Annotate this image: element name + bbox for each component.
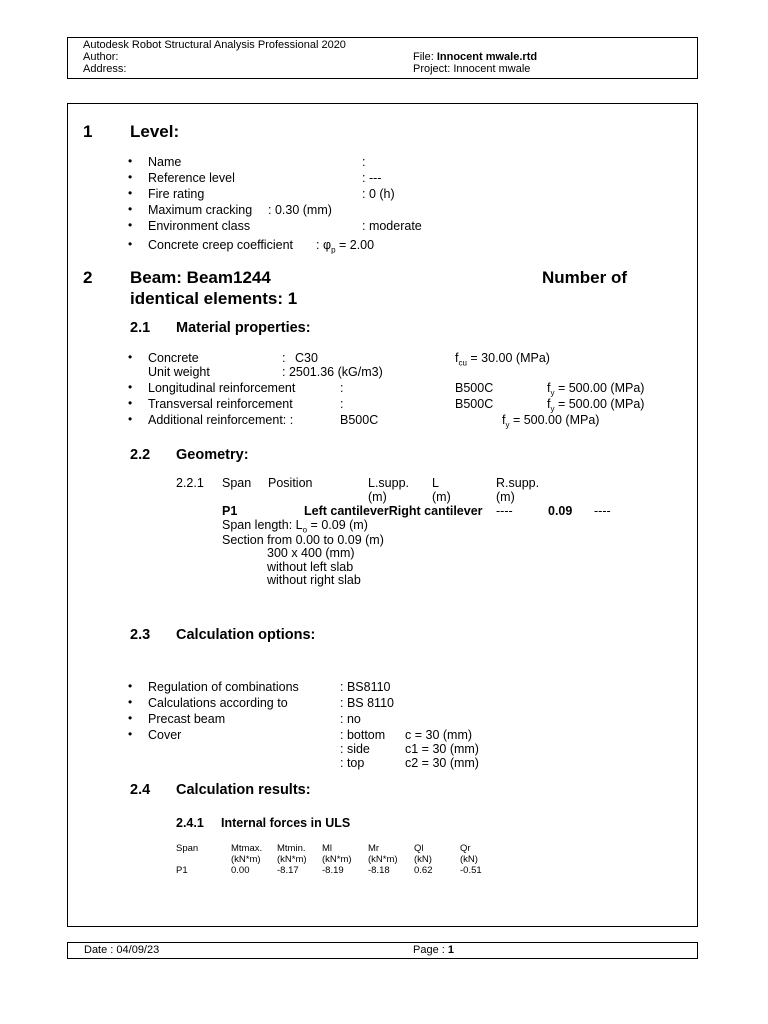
cover-side-value: c1 = 30 (mm) [405, 742, 479, 756]
trans-reinf-grade: B500C [455, 397, 494, 411]
forces-cell: -8.19 [322, 865, 344, 876]
section-2-number: 2 [83, 268, 93, 287]
bullet: • [128, 396, 133, 410]
unit-weight-label: Unit weight [148, 365, 210, 379]
section-range: Section from 0.00 to 0.09 (m) [222, 533, 384, 547]
beam-title: Beam: Beam1244 [130, 268, 271, 287]
fcu-value: $f_{cu} = 30.00$ (MPa) [455, 351, 550, 368]
bullet: • [128, 154, 133, 168]
software-name: Autodesk Robot Structural Analysis Professional 2020 [83, 39, 346, 51]
span-length: Span length: $L_o = 0.09$ (m) [222, 518, 368, 535]
forces-cell: 0.00 [231, 865, 250, 876]
subsection-number: 2.1 [130, 320, 151, 336]
geometry-col-rsupp: R.supp. [496, 476, 540, 490]
additional-fy: $f_y = 500.00$ (MPa) [502, 413, 600, 430]
forces-unit: (kN*m) [231, 854, 261, 865]
long-reinf-grade: B500C [455, 381, 494, 395]
level-item-value: : [362, 155, 366, 169]
forces-cell: -0.51 [460, 865, 482, 876]
forces-cell: -8.18 [368, 865, 390, 876]
page-number: 1 [447, 944, 454, 956]
additional-reinf-label: Additional reinforcement: : [148, 413, 294, 427]
option-value: : BS8110 [340, 680, 391, 694]
option-label: Cover [148, 728, 182, 742]
level-item-value: : --- [362, 171, 382, 185]
subsection-title: Geometry: [176, 447, 249, 463]
level-item-value: : 0 (h) [362, 187, 395, 201]
option-label: Calculations according to [148, 696, 288, 710]
footer-box [67, 942, 698, 959]
bullet: • [128, 170, 133, 184]
level-item-label: Fire rating [148, 187, 205, 201]
subsection-number: 2.4 [130, 782, 151, 798]
option-value: : bottom [340, 728, 386, 742]
trans-reinf-label: Transversal reinforcement [148, 397, 293, 411]
subsection-title: Material properties: [176, 320, 311, 336]
forces-unit: (kN*m) [277, 854, 307, 865]
results-sub-number: 2.4.1 [176, 816, 204, 830]
trans-fy: $f_y = 500.00$ (MPa) [547, 397, 645, 414]
results-sub-title: Internal forces in ULS [221, 816, 351, 830]
level-item-label: Concrete creep coefficient [148, 238, 293, 252]
subsection-number: 2.3 [130, 627, 151, 643]
forces-header: Ql [414, 843, 424, 854]
geometry-row-span: P1 [222, 504, 238, 518]
geometry-col-lsupp: L.supp. [368, 476, 410, 490]
concrete-label: Concrete [148, 351, 199, 365]
beam-title-number-of: Number of [542, 268, 627, 287]
project-line: Project: Innocent mwale [413, 63, 531, 75]
section-dims: 300 x 400 (mm) [267, 546, 355, 560]
forces-cell: P1 [176, 865, 188, 876]
forces-unit: (kN*m) [368, 854, 398, 865]
geometry-sub-number: 2.2.1 [176, 476, 204, 490]
bullet: • [128, 727, 133, 741]
bullet: • [128, 350, 133, 364]
level-item-value: : 0.30 (mm) [268, 203, 332, 217]
option-value: : BS 8110 [340, 696, 394, 710]
level-item-label: Reference level [148, 171, 235, 185]
bullet: • [128, 711, 133, 725]
footer-page [413, 944, 454, 957]
beam-title-identical: identical elements: 1 [130, 289, 298, 308]
forces-header: Mtmin. [277, 843, 306, 854]
bullet: • [128, 679, 133, 693]
left-slab: without left slab [267, 560, 354, 574]
forces-header: Mr [368, 843, 380, 854]
footer-date: Date : 04/09/23 [84, 944, 160, 956]
bullet: • [128, 186, 133, 200]
author-label: Author: [83, 51, 119, 63]
option-label: Regulation of combinations [148, 680, 299, 694]
subsection-title: Calculation results: [176, 782, 311, 798]
level-item-label: Name [148, 155, 182, 169]
forces-cell: 0.62 [414, 865, 433, 876]
geometry-row-position: Left cantileverRight cantilever [304, 504, 483, 518]
forces-header: Ml [322, 843, 333, 854]
section-1-title: Level: [130, 122, 180, 141]
geometry-unit-lsupp: (m) [368, 490, 387, 504]
trans-reinf-colon: : [340, 397, 344, 411]
bullet: • [128, 412, 133, 426]
cover-top-value: c2 = 30 (mm) [405, 756, 479, 770]
long-fy: $f_y = 500.00$ (MPa) [547, 381, 645, 398]
long-reinf-colon: : [340, 381, 344, 395]
geometry-row-l: 0.09 [548, 504, 573, 518]
subsection-number: 2.2 [130, 447, 151, 463]
geometry-unit-rsupp: (m) [496, 490, 515, 504]
file-label: File: [413, 51, 434, 63]
page-label: Page : [413, 944, 445, 956]
forces-header: Span [176, 843, 199, 854]
concrete-colon: : [282, 351, 286, 365]
bullet: • [128, 380, 133, 394]
geometry-col-span: Span [222, 476, 252, 490]
section-1-number: 1 [83, 122, 93, 141]
cover-bottom-value: c = 30 (mm) [405, 728, 473, 742]
additional-reinf-grade: B500C [340, 413, 379, 427]
option-value: : no [340, 712, 361, 726]
cover-top-label: : top [340, 756, 365, 770]
option-label: Precast beam [148, 712, 226, 726]
bullet: • [128, 218, 133, 232]
address-label: Address: [83, 63, 127, 75]
right-slab: without right slab [267, 573, 361, 587]
long-reinf-label: Longitudinal reinforcement [148, 381, 296, 395]
geometry-row-lsupp: ---- [496, 504, 513, 518]
bullet: • [128, 695, 133, 709]
forces-unit: (kN) [414, 854, 432, 865]
geometry-unit-l: (m) [432, 490, 451, 504]
level-item-label: Environment class [148, 219, 251, 233]
forces-unit: (kN) [460, 854, 478, 865]
level-item-label: Maximum cracking [148, 203, 253, 217]
forces-header: Mtmax. [231, 843, 263, 854]
geometry-col-l: L [432, 476, 439, 490]
level-item-value: : moderate [362, 219, 422, 233]
forces-unit: (kN*m) [322, 854, 352, 865]
bullet: • [128, 202, 133, 216]
forces-header: Qr [460, 843, 471, 854]
bullet: • [128, 237, 133, 251]
concrete-value: C30 [295, 351, 318, 365]
forces-cell: -8.17 [277, 865, 299, 876]
cover-side-label: : side [340, 742, 370, 756]
creep-coefficient-value: : $\varphi_p = 2.00$ [316, 238, 375, 255]
subsection-title: Calculation options: [176, 627, 316, 643]
unit-weight-value: : 2501.36 (kG/m3) [282, 365, 383, 379]
file-name: Innocent mwale.rtd [436, 51, 538, 63]
geometry-row-rsupp: ---- [594, 504, 611, 518]
geometry-col-position: Position [268, 476, 313, 490]
